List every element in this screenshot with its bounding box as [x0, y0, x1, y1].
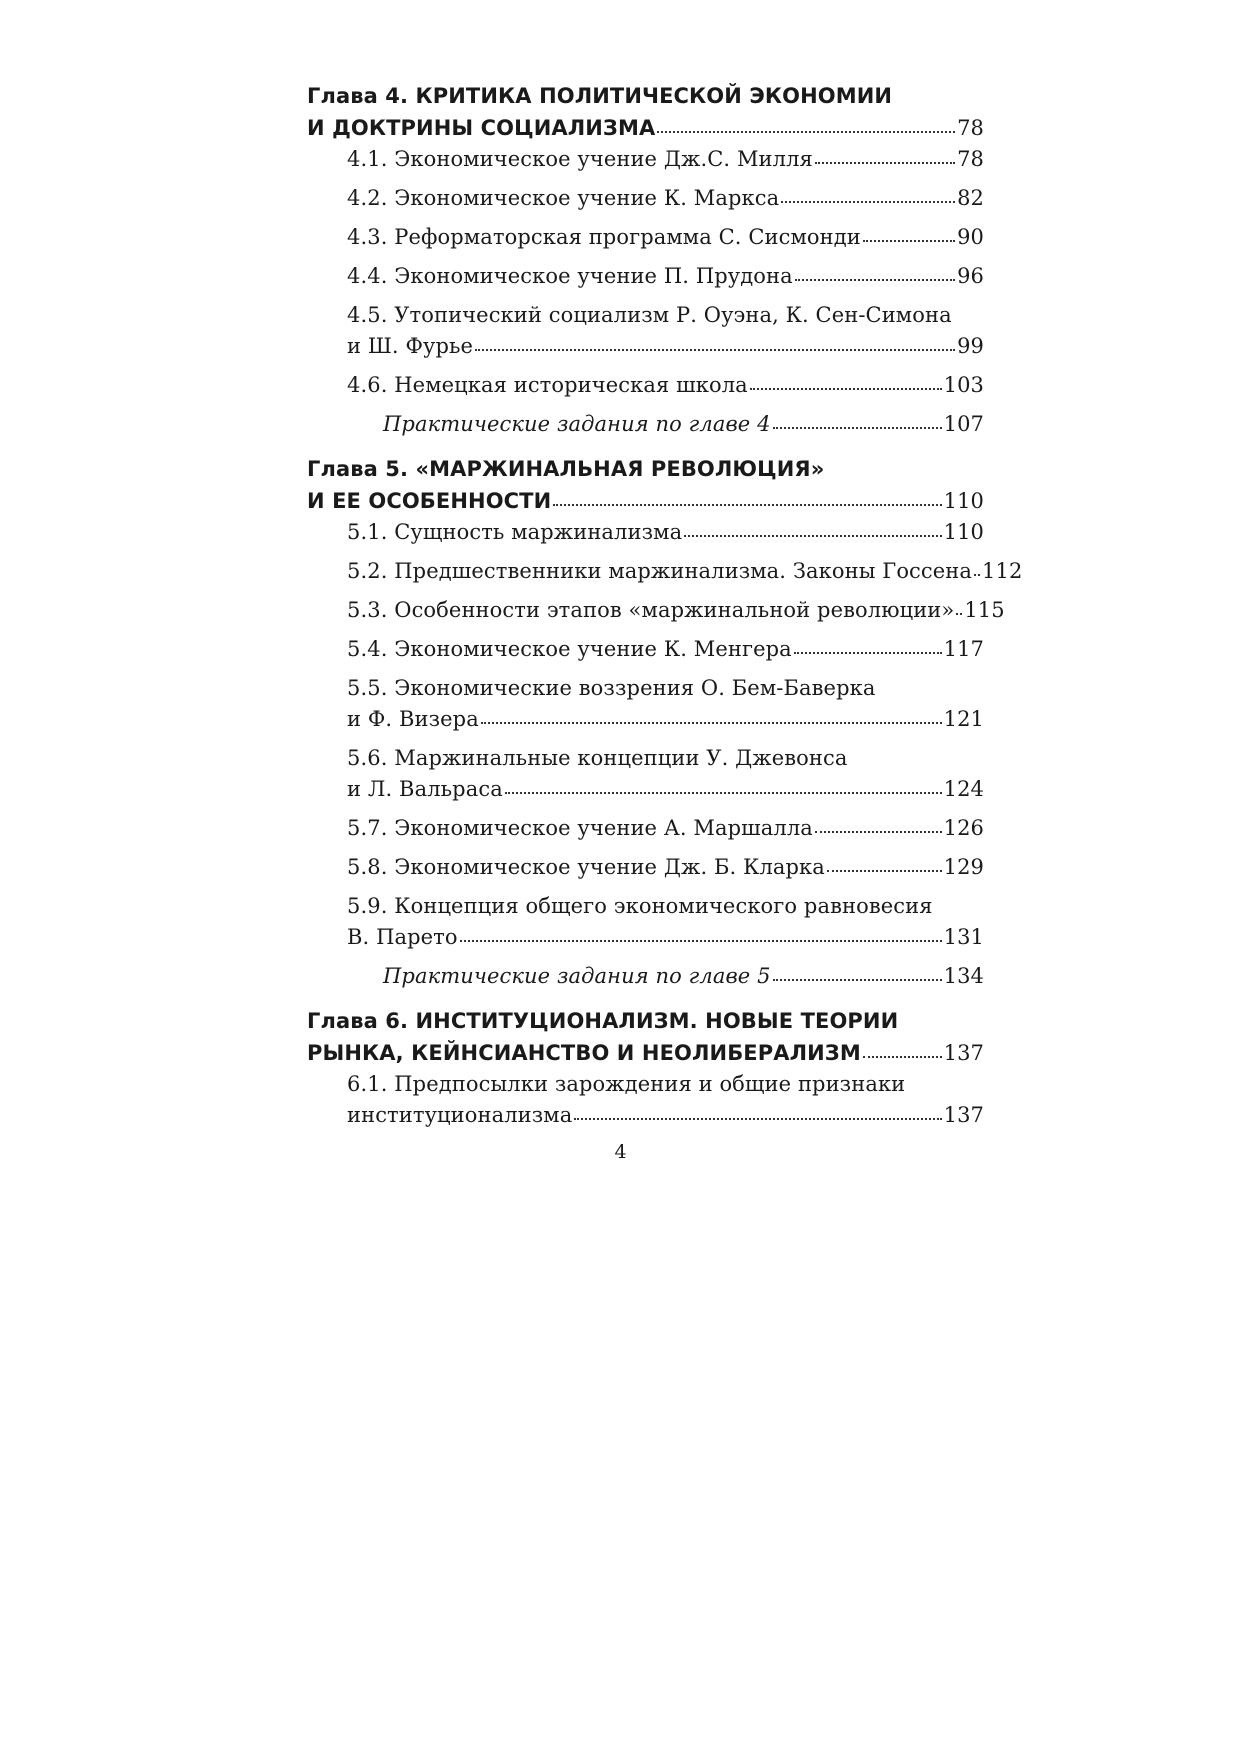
toc-entry-text: 5.3. Особенности этапов «маржинальной революции»: [347, 598, 955, 622]
toc-entry-text: 5.7. Экономическое учение А. Маршалла: [347, 816, 813, 840]
toc-entry-text-line1: 5.9. Концепция общего экономического равновесия: [347, 894, 933, 918]
toc-entry-5-2: [307, 556, 1023, 587]
dot-leader: [795, 273, 955, 283]
toc-entry-text: 4.1. Экономическое учение Дж.С. Милля: [347, 147, 813, 171]
toc-entry-text: Практические задания по главе 4: [383, 412, 771, 436]
toc-entry-text: 4.4. Экономическое учение П. Прудона: [347, 264, 793, 288]
chapter-4-page: 78: [957, 116, 984, 140]
toc-entry-text-line2: и Ф. Визера: [347, 707, 479, 731]
toc-entry-5-7: [307, 813, 984, 844]
dot-leader: [956, 607, 962, 617]
chapter-6-page: 137: [943, 1041, 984, 1065]
toc-entry-page: 112: [982, 559, 1023, 583]
toc-entry-5-8: [307, 852, 984, 883]
dot-leader: [974, 568, 980, 578]
page-number: 4: [614, 1141, 627, 1163]
dot-leader: [815, 825, 942, 835]
toc-entry-text: 5.8. Экономическое учение Дж. Б. Кларка: [347, 855, 825, 879]
chapter-4-title-line1: Глава 4. КРИТИКА ПОЛИТИЧЕСКОЙ ЭКОНОМИИ: [307, 84, 893, 108]
dot-leader: [505, 786, 942, 796]
chapter-6-title-line1: Глава 6. ИНСТИТУЦИОНАЛИЗМ. НОВЫЕ ТЕОРИИ: [307, 1009, 899, 1033]
toc-entry-4-2: [307, 183, 984, 214]
dot-leader: [863, 1050, 942, 1060]
toc-entry-page: 137: [943, 1103, 984, 1127]
toc-entry-page: 82: [957, 186, 984, 210]
toc-entry-text: 4.3. Реформаторская программа С. Сисмонди: [347, 225, 861, 249]
dot-leader: [750, 382, 942, 392]
table-of-contents: [307, 80, 1023, 1131]
dot-leader: [773, 421, 942, 431]
toc-entry-text: 5.4. Экономическое учение К. Менгера: [347, 637, 792, 661]
chapter-5-title-line2: И ЕЕ ОСОБЕННОСТИ: [307, 489, 552, 513]
toc-practice-ch5: [307, 961, 984, 992]
toc-entry-page: 126: [943, 816, 984, 840]
toc-entry-text-line2: и Л. Вальраса: [347, 777, 503, 801]
dot-leader: [657, 125, 955, 135]
dot-leader: [863, 234, 955, 244]
toc-entry-text-line1: 6.1. Предпосылки зарождения и общие признаки: [347, 1072, 906, 1096]
toc-entry-page: 121: [943, 707, 984, 731]
dot-leader: [794, 646, 942, 656]
toc-entry-5-6: [307, 743, 984, 805]
toc-entry-6-1: [307, 1069, 984, 1131]
toc-entry-page: 110: [943, 520, 984, 544]
toc-entry-page: 99: [957, 334, 984, 358]
toc-entry-text-line2: В. Парето: [347, 925, 458, 949]
toc-entry-page: 115: [964, 598, 1005, 622]
toc-entry-text: 4.6. Немецкая историческая школа: [347, 373, 748, 397]
toc-entry-5-1: [307, 517, 984, 548]
toc-entry-page: 90: [957, 225, 984, 249]
toc-entry-5-5: [307, 673, 984, 735]
toc-entry-page: 131: [943, 925, 984, 949]
chapter-5-title-line1: Глава 5. «МАРЖИНАЛЬНАЯ РЕВОЛЮЦИЯ»: [307, 457, 825, 481]
chapter-6-title-line2: РЫНКА, КЕЙНСИАНСТВО И НЕОЛИБЕРАЛИЗМ: [307, 1041, 861, 1065]
toc-entry-text-line1: 4.5. Утопический социализм Р. Оуэна, К. Сен-Симона: [347, 303, 952, 327]
toc-entry-text: 5.1. Сущность маржинализма: [347, 520, 683, 544]
toc-entry-page: 117: [943, 637, 984, 661]
toc-entry-5-4: [307, 634, 984, 665]
toc-entry-text: Практические задания по главе 5: [383, 964, 771, 988]
toc-entry-page: 107: [943, 412, 984, 436]
toc-entry-page: 103: [943, 373, 984, 397]
toc-entry-4-3: [307, 222, 984, 253]
dot-leader: [684, 529, 941, 539]
toc-entry-text-line2: институционализма: [347, 1103, 573, 1127]
dot-leader: [781, 195, 955, 205]
chapter-5-heading: [307, 453, 984, 517]
toc-entry-4-4: [307, 261, 984, 292]
dot-leader: [815, 156, 955, 166]
dot-leader: [827, 864, 942, 874]
toc-entry-text-line1: 5.6. Маржинальные концепции У. Джевонса: [347, 746, 848, 770]
toc-entry-page: 134: [943, 964, 984, 988]
dot-leader: [553, 498, 941, 508]
toc-entry-page: 129: [943, 855, 984, 879]
toc-entry-5-9: [307, 891, 984, 953]
toc-entry-page: 78: [957, 147, 984, 171]
toc-entry-text-line1: 5.5. Экономические воззрения О. Бем-Баверка: [347, 676, 876, 700]
chapter-5-page: 110: [943, 489, 984, 513]
toc-entry-text: 5.2. Предшественники маржинализма. Законы Госсена: [347, 559, 973, 583]
chapter-6-heading: [307, 1005, 984, 1069]
dot-leader: [773, 973, 942, 983]
toc-entry-4-5: [307, 300, 984, 362]
toc-entry-4-1: [307, 144, 984, 175]
toc-entry-text-line2: и Ш. Фурье: [347, 334, 474, 358]
dot-leader: [475, 343, 955, 353]
toc-entry-page: 96: [957, 264, 984, 288]
toc-practice-ch4: [307, 409, 984, 440]
chapter-4-heading: [307, 80, 984, 144]
dot-leader: [481, 716, 942, 726]
dot-leader: [460, 934, 942, 944]
toc-entry-page: 124: [943, 777, 984, 801]
dot-leader: [574, 1112, 941, 1122]
toc-entry-4-6: [307, 370, 984, 401]
chapter-4-title-line2: И ДОКТРИНЫ СОЦИАЛИЗМА: [307, 116, 656, 140]
toc-entry-text: 4.2. Экономическое учение К. Маркса: [347, 186, 780, 210]
toc-entry-5-3: [307, 595, 1005, 626]
